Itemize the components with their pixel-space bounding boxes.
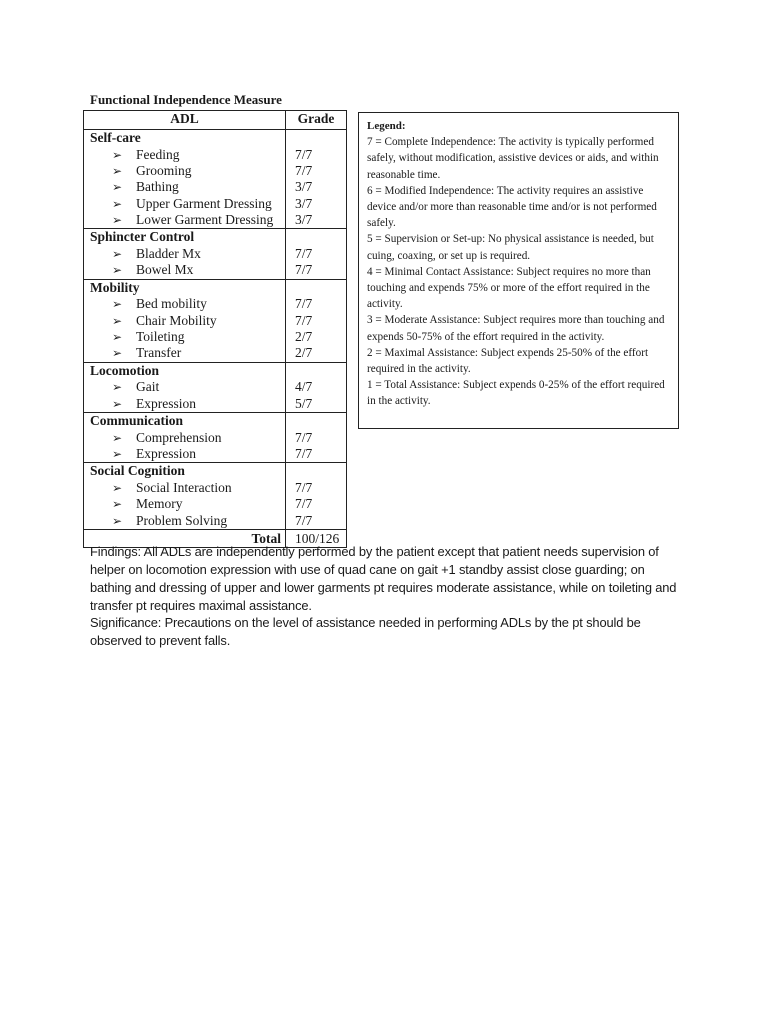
arrow-bullet-icon: ➢ bbox=[112, 446, 123, 461]
list-item bbox=[84, 246, 285, 262]
list-item bbox=[84, 345, 285, 361]
header-grade: Grade bbox=[286, 111, 347, 130]
document-title: Functional Independence Measure bbox=[90, 92, 282, 107]
arrow-bullet-icon: ➢ bbox=[112, 297, 123, 312]
section-adl-cell bbox=[84, 362, 286, 412]
arrow-bullet-icon: ➢ bbox=[112, 396, 123, 411]
grade-value: 7/7 bbox=[295, 496, 313, 512]
list-item bbox=[84, 262, 285, 278]
grade-value: 7/7 bbox=[295, 245, 313, 261]
section-grade-cell bbox=[286, 130, 347, 229]
section-grade-cell bbox=[286, 229, 347, 279]
section-adl-cell bbox=[84, 229, 286, 279]
grade-value: 3/7 bbox=[295, 179, 313, 195]
adl-label: Social Interaction bbox=[136, 479, 232, 495]
adl-label: Chair Mobility bbox=[136, 312, 217, 328]
legend-entry: 6 = Modified Independence: The activity requires an assistive device and/or more than reasonable time and/or is not performed safely. bbox=[367, 184, 657, 230]
list-item bbox=[84, 329, 285, 345]
arrow-bullet-icon: ➢ bbox=[112, 263, 123, 278]
table-section bbox=[84, 463, 347, 530]
arrow-bullet-icon: ➢ bbox=[112, 430, 123, 445]
list-item bbox=[84, 430, 285, 446]
section-title: Communication bbox=[90, 413, 184, 429]
grade-value: 5/7 bbox=[295, 395, 313, 411]
fim-table bbox=[83, 110, 347, 548]
adl-label: Transfer bbox=[136, 345, 182, 361]
list-item bbox=[84, 179, 285, 195]
adl-label: Feeding bbox=[136, 146, 180, 162]
arrow-bullet-icon: ➢ bbox=[112, 330, 123, 345]
list-item bbox=[84, 163, 285, 179]
legend-heading: Legend: bbox=[367, 120, 406, 132]
adl-label: Comprehension bbox=[136, 429, 222, 445]
legend-entry: 4 = Minimal Contact Assistance: Subject requires no more than touching and expends 75% or more of the effort required in the activity. bbox=[367, 265, 651, 311]
table-section bbox=[84, 362, 347, 412]
section-grade-cell bbox=[286, 362, 347, 412]
section-grade-cell bbox=[286, 463, 347, 530]
section-adl-cell bbox=[84, 279, 286, 362]
total-value: 100/126 bbox=[286, 530, 347, 548]
arrow-bullet-icon: ➢ bbox=[112, 163, 123, 178]
grade-value: 2/7 bbox=[295, 329, 313, 345]
arrow-bullet-icon: ➢ bbox=[112, 480, 123, 495]
list-item bbox=[84, 379, 285, 395]
adl-label: Upper Garment Dressing bbox=[136, 195, 272, 211]
list-item bbox=[84, 446, 285, 462]
legend-box bbox=[358, 112, 679, 429]
section-grade-cell bbox=[286, 279, 347, 362]
grade-value: 7/7 bbox=[295, 512, 313, 528]
legend-entry: 2 = Maximal Assistance: Subject expends 25-50% of the effort required in the activity. bbox=[367, 346, 649, 376]
adl-label: Bowel Mx bbox=[136, 262, 194, 278]
list-item bbox=[84, 480, 285, 496]
grade-value: 7/7 bbox=[295, 162, 313, 178]
section-title: Social Cognition bbox=[90, 463, 185, 479]
grade-value: 7/7 bbox=[295, 445, 313, 461]
section-grade-cell bbox=[286, 413, 347, 463]
list-item bbox=[84, 196, 285, 212]
grade-value: 7/7 bbox=[295, 312, 313, 328]
arrow-bullet-icon: ➢ bbox=[112, 313, 123, 328]
legend-entry: 1 = Total Assistance: Subject expends 0-25% of the effort required in the activity. bbox=[367, 379, 665, 408]
grade-value: 4/7 bbox=[295, 379, 313, 395]
arrow-bullet-icon: ➢ bbox=[112, 346, 123, 361]
section-adl-cell bbox=[84, 463, 286, 530]
grade-value: 3/7 bbox=[295, 212, 313, 228]
section-adl-cell bbox=[84, 413, 286, 463]
list-item bbox=[84, 212, 285, 228]
adl-label: Lower Garment Dressing bbox=[136, 212, 274, 228]
table-section bbox=[84, 413, 347, 463]
legend-entry: 3 = Moderate Assistance: Subject requires more than touching and expends 50-75% of the effort required in the activity. bbox=[367, 314, 665, 343]
list-item bbox=[84, 396, 285, 412]
total-label: Total bbox=[84, 530, 286, 548]
section-adl-cell bbox=[84, 130, 286, 229]
grade-value: 3/7 bbox=[295, 195, 313, 211]
grade-value: 7/7 bbox=[295, 146, 313, 162]
adl-label: Memory bbox=[136, 496, 183, 512]
legend-entry: 5 = Supervision or Set-up: No physical assistance is needed, but cuing, coaxing, or set up is required. bbox=[367, 233, 654, 262]
header-adl: ADL bbox=[84, 111, 286, 130]
arrow-bullet-icon: ➢ bbox=[112, 213, 123, 228]
section-title: Mobility bbox=[90, 279, 140, 295]
table-section bbox=[84, 279, 347, 362]
adl-label: Expression bbox=[136, 445, 196, 461]
section-title: Self-care bbox=[90, 130, 141, 145]
section-title: Locomotion bbox=[90, 362, 159, 378]
grade-value: 7/7 bbox=[295, 479, 313, 495]
table-section bbox=[84, 229, 347, 279]
arrow-bullet-icon: ➢ bbox=[112, 196, 123, 211]
significance-paragraph: Significance: Precautions on the level of assistance needed in performing ADLs by the pt should be observed to prevent falls. bbox=[90, 615, 641, 648]
list-item bbox=[84, 147, 285, 163]
list-item bbox=[84, 496, 285, 512]
arrow-bullet-icon: ➢ bbox=[112, 246, 123, 261]
grade-value: 7/7 bbox=[295, 262, 313, 278]
adl-label: Bathing bbox=[136, 179, 179, 195]
arrow-bullet-icon: ➢ bbox=[112, 180, 123, 195]
grade-value: 7/7 bbox=[295, 296, 313, 312]
arrow-bullet-icon: ➢ bbox=[112, 147, 123, 162]
adl-label: Bed mobility bbox=[136, 296, 207, 312]
adl-label: Problem Solving bbox=[136, 512, 228, 528]
adl-label: Expression bbox=[136, 395, 196, 411]
table-section bbox=[84, 130, 347, 229]
arrow-bullet-icon: ➢ bbox=[112, 497, 123, 512]
arrow-bullet-icon: ➢ bbox=[112, 513, 123, 528]
adl-label: Toileting bbox=[136, 329, 185, 345]
list-item bbox=[84, 296, 285, 312]
list-item bbox=[84, 313, 285, 329]
legend-entry: 7 = Complete Independence: The activity is typically performed safely, without modification, assistive devices or aids, and within reasonable time. bbox=[367, 136, 659, 181]
grade-value: 7/7 bbox=[295, 429, 313, 445]
adl-label: Bladder Mx bbox=[136, 245, 201, 261]
arrow-bullet-icon: ➢ bbox=[112, 380, 123, 395]
adl-label: Gait bbox=[136, 379, 160, 395]
grade-value: 2/7 bbox=[295, 345, 313, 361]
findings-paragraph: Findings: All ADLs are independently performed by the patient except that patient needs supervision of helper on locomotion expression with use of quad cane on gait +1 standby assist close guarding; on bathing and dressing of upper and lower garments pt requires moderate assistance, while on toileting and transfer pt requires maximal assistance. bbox=[90, 544, 677, 613]
adl-label: Grooming bbox=[136, 162, 192, 178]
section-title: Sphincter Control bbox=[90, 229, 195, 245]
list-item bbox=[84, 513, 285, 529]
